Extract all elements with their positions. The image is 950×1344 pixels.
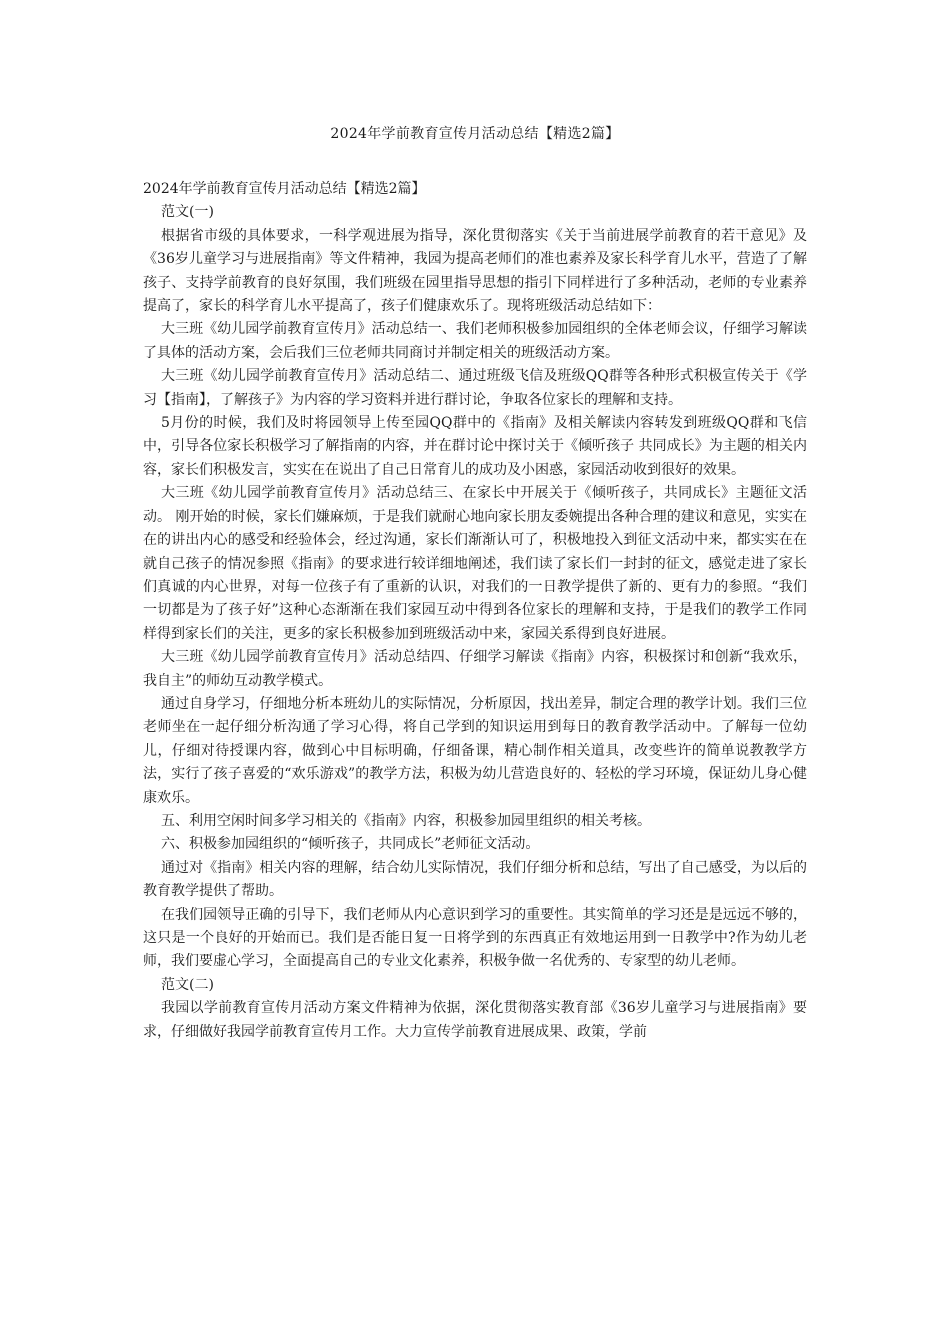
page-title: 2024年学前教育宣传月活动总结【精选2篇】 <box>330 126 620 142</box>
paragraph: 我园以学前教育宣传月活动方案文件精神为依据，深化贯彻落实教育部《36岁儿童学习与进展指南》要求，仔细做好我园学前教育宣传月工作。大力宣传学前教育进展成果、政策，学前 <box>143 1000 807 1040</box>
paragraph: 根据省市级的具体要求，一科学观进展为指导，深化贯彻落实《关于当前进展学前教育的若干意见》及《36岁儿童学习与进展指南》等文件精神，我园为提高老师们的准也素养及家长科学育儿水平，营造了了解孩子、支持学前教育的良好氛围，我们班级在园里指导思想的指引下同样进行了多种活动，老师的专业素养提高了，家长的科学育儿水平提高了，孩子们健康欢乐了。现将班级活动总结如下： <box>143 227 807 315</box>
paragraph: 5月份的时候，我们及时将园领导上传至园QQ群中的《指南》及相关解读内容转发到班级QQ群和飞信中，引导各位家长积极学习了解指南的内容，并在群讨论中探讨关于《倾听孩子 共同成长》为主题的相关内容，家长们积极发言，实实在在说出了自己日常育儿的成功及小困惑，家园活动收到很好的效果。 <box>143 415 807 478</box>
document-body <box>143 178 807 1044</box>
paragraph: 大三班《幼儿园学前教育宣传月》活动总结四、仔细学习解读《指南》内容，积极探讨和创新“我欢乐，我自主”的师幼互动教学模式。 <box>143 649 807 689</box>
document-heading: 2024年学前教育宣传月活动总结【精选2篇】 <box>143 181 426 197</box>
paragraph: 大三班《幼儿园学前教育宣传月》活动总结二、通过班级飞信及班级QQ群等各种形式积极宣传关于《学习【指南】，了解孩子》为内容的学习资料并进行群讨论，争取各位家长的理解和支持。 <box>143 368 807 408</box>
paragraph: 大三班《幼儿园学前教育宣传月》活动总结三、在家长中开展关于《倾听孩子，共同成长》主题征文活动。 刚开始的时候，家长们嫌麻烦，于是我们就耐心地向家长朋友委婉提出各种合理的建议和意见，实实在在的讲出内心的感受和经验体会，经过沟通，家长们渐渐认可了，积极地投入到征文活动中来，都实实在在就自己孩子的情况参照《指南》的要求进行较详细地阐述，我们读了家长们一封封的征文，感觉走进了家长们真诚的内心世界，对每一位孩子有了重新的认识，对我们的一日教学提供了新的、更有力的参照。“我们一切都是为了孩子好”这种心态渐渐在我们家园互动中得到各位家长的理解和支持，于是我们的教学工作同样得到家长们的关注，更多的家长积极参加到班级活动中来，家园关系得到良好进展。 <box>143 485 807 642</box>
paragraph: 大三班《幼儿园学前教育宣传月》活动总结一、我们老师积极参加园组织的全体老师会议，仔细学习解读了具体的活动方案，会后我们三位老师共同商讨并制定相关的班级活动方案。 <box>143 321 807 361</box>
section-label-1: 范文(一) <box>161 204 214 221</box>
section-label-2: 范文(二) <box>161 976 214 993</box>
paragraph: 在我们园领导正确的引导下，我们老师从内心意识到学习的重要性。其实简单的学习还是是远远不够的，这只是一个良好的开始而已。我们是否能日复一日将学到的东西真正有效地运用到一日教学中?作为幼儿老师，我们要虚心学习，全面提高自己的专业文化素养，积极争做一名优秀的、专家型的幼儿老师。 <box>143 906 807 970</box>
paragraph: 六、积极参加园组织的“倾听孩子，共同成长”老师征文活动。 <box>161 836 540 853</box>
paragraph: 五、利用空闲时间多学习相关的《指南》内容，积极参加园里组织的相关考核。 <box>161 812 651 829</box>
paragraph: 通过自身学习，仔细地分析本班幼儿的实际情况，分析原因，找出差异，制定合理的教学计划。我们三位老师坐在一起仔细分析沟通了学习心得，将自己学到的知识运用到每日的教育教学活动中。了解每一位幼儿，仔细对待授课内容，做到心中目标明确，仔细备课，精心制作相关道具，改变些许的简单说教教学方法，实行了孩子喜爱的“欢乐游戏”的教学方法，积极为幼儿营造良好的、轻松的学习环境，保证幼儿身心健康欢乐。 <box>143 695 807 806</box>
paragraph: 通过对《指南》相关内容的理解，结合幼儿实际情况，我们仔细分析和总结，写出了自己感受，为以后的教育教学提供了帮助。 <box>143 859 807 900</box>
